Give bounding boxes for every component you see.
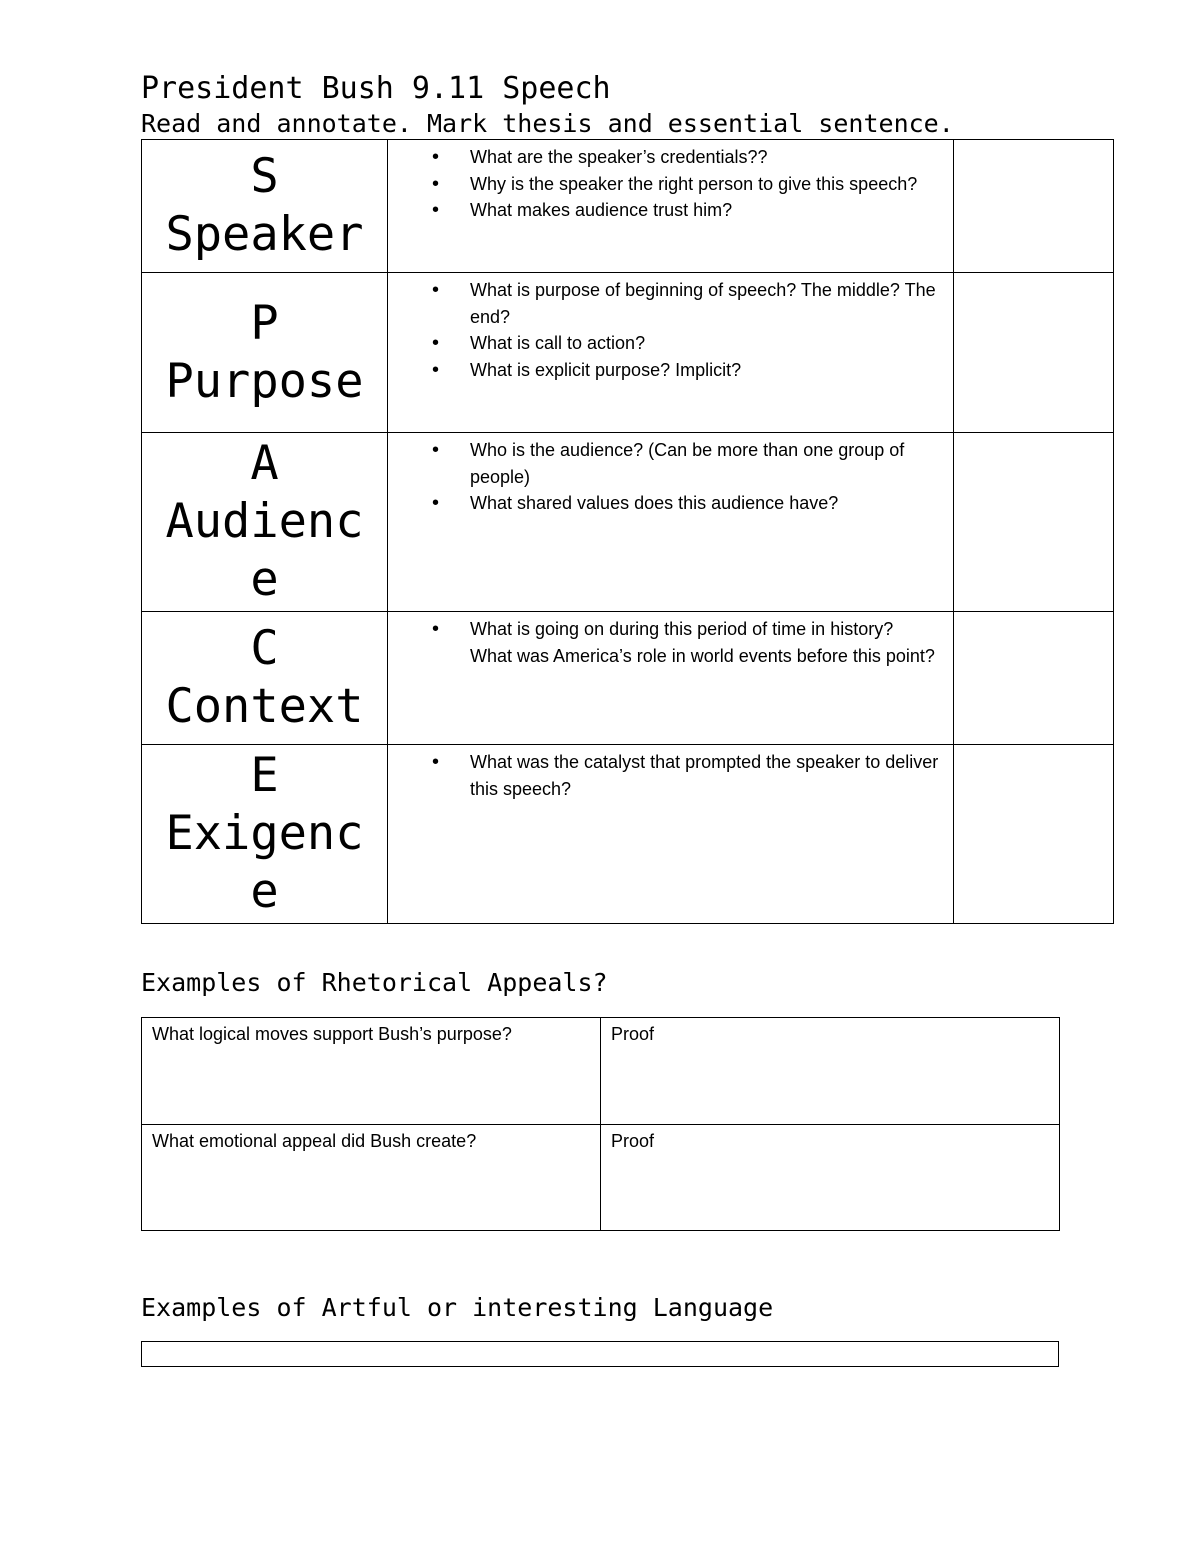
question-list (432, 437, 939, 517)
category-letter: E (250, 748, 279, 803)
category-word: Exigence (165, 806, 364, 919)
table-row-context (142, 612, 1114, 745)
list-item: • What are the speaker’s credentials?? (432, 144, 939, 171)
table-row-speaker (142, 140, 1114, 273)
category-word: Audience (165, 494, 364, 607)
list-item: • Who is the audience? (Can be more than one group of people) (432, 437, 939, 490)
category-label-cell (142, 612, 388, 745)
question-list (432, 749, 939, 802)
question-list (432, 616, 939, 669)
proof-cell[interactable]: Proof (601, 1125, 1060, 1231)
category-letter: S (250, 149, 279, 204)
list-item: • What makes audience trust him? (432, 197, 939, 224)
guiding-questions-cell (388, 612, 954, 745)
question-list (432, 144, 939, 224)
answer-cell[interactable] (954, 273, 1114, 433)
category-label-cell (142, 433, 388, 612)
category-letter: A (250, 436, 279, 491)
category-letter: P (250, 295, 279, 351)
list-item: • What was the catalyst that prompted the speaker to deliver this speech? (432, 749, 939, 802)
category-label-cell (142, 140, 388, 273)
table-row-purpose (142, 273, 1114, 433)
appeal-question-cell[interactable]: What emotional appeal did Bush create? (142, 1125, 601, 1231)
rhetorical-appeals-table (141, 1017, 1060, 1231)
answer-cell[interactable] (954, 612, 1114, 745)
list-item: • What is going on during this period of time in history? What was America’s role in world events before this point? (432, 616, 939, 669)
answer-cell[interactable] (954, 140, 1114, 273)
guiding-questions-cell (388, 433, 954, 612)
table-row (142, 1018, 1060, 1125)
answer-cell[interactable] (954, 745, 1114, 924)
table-row-exigence (142, 745, 1114, 924)
artful-language-box[interactable] (141, 1341, 1059, 1367)
category-label-cell (142, 745, 388, 924)
category-word: Speaker (165, 207, 364, 262)
guiding-questions-cell (388, 273, 954, 433)
list-item: • What shared values does this audience have? (432, 490, 939, 517)
category-word: Context (165, 679, 364, 734)
artful-language-heading: Examples of Artful or interesting Language (141, 1293, 774, 1322)
category-letter: C (250, 621, 279, 676)
proof-cell[interactable]: Proof (601, 1018, 1060, 1125)
list-item: • Why is the speaker the right person to give this speech? (432, 171, 939, 198)
space-organizer-table (141, 139, 1114, 924)
instructions: Read and annotate. Mark thesis and essential sentence. (141, 109, 954, 138)
list-item: • What is call to action? (432, 330, 939, 357)
table-row (142, 1125, 1060, 1231)
guiding-questions-cell (388, 745, 954, 924)
page-title: President Bush 9.11 Speech (141, 71, 611, 106)
rhetorical-appeals-heading: Examples of Rhetorical Appeals? (141, 968, 608, 997)
list-item: • What is purpose of beginning of speech? The middle? The end? (432, 277, 939, 330)
answer-cell[interactable] (954, 433, 1114, 612)
table-row-audience (142, 433, 1114, 612)
guiding-questions-cell (388, 140, 954, 273)
category-word: Purpose (165, 353, 364, 409)
list-item: • What is explicit purpose? Implicit? (432, 357, 939, 384)
question-list (432, 277, 939, 383)
category-label-cell (142, 273, 388, 433)
appeal-question-cell[interactable]: What logical moves support Bush’s purpose? (142, 1018, 601, 1125)
